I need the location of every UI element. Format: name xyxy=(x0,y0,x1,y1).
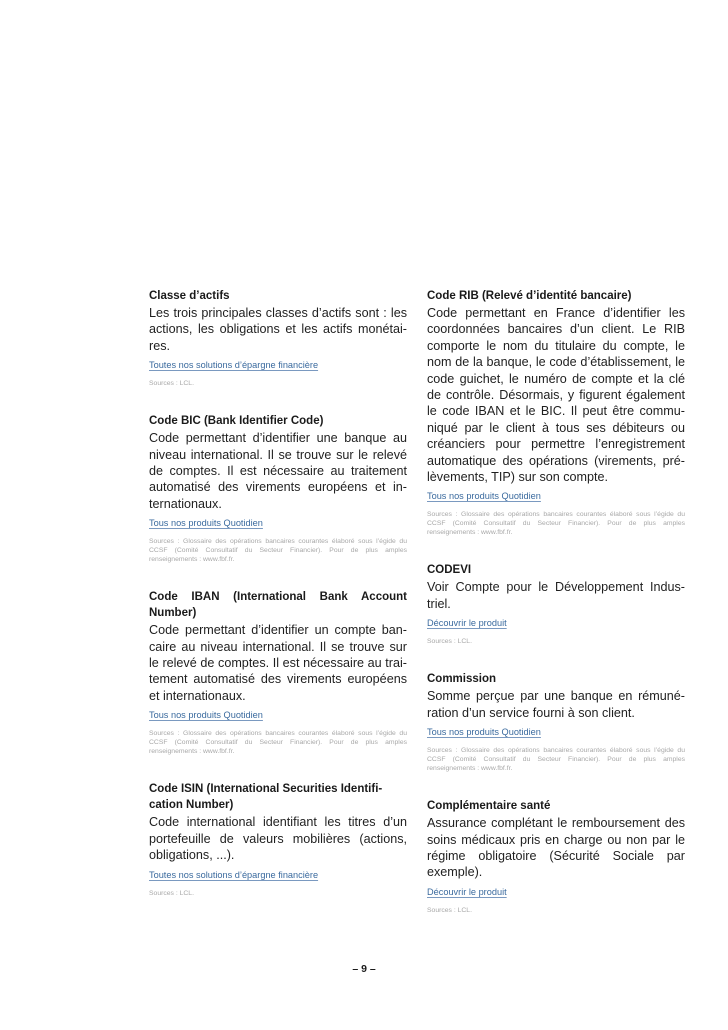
glossary-entry-commission xyxy=(427,671,685,773)
entry-definition: Code permettant d’identifier une banque au niveau international. Il se trouve sur le relevé de comptes. Il est nécessaire au traitement automatisé des virements européens et internationaux. xyxy=(149,431,407,511)
entry-term: Complémentaire santé xyxy=(427,800,551,813)
entry-source: Sources : Glossaire des opérations bancaires courantes élaboré sous l’égide du CCSF (Comité Consultatif du Secteur Financier). Pour de plus amples renseignements : www.fbf.fr. xyxy=(427,511,685,537)
page-number: – 9 – xyxy=(352,963,376,975)
right-column xyxy=(427,288,685,915)
entry-term: Code IBAN (International Bank Account Number) xyxy=(149,591,407,620)
entry-source: Sources : LCL. xyxy=(427,906,472,914)
entry-source: Sources : LCL. xyxy=(149,380,194,388)
entry-term: Commission xyxy=(427,673,497,686)
entry-definition: Voir Compte pour le Développement Industriel. xyxy=(427,580,685,611)
entry-definition: Les trois principales classes d’actifs sont : les actions, les obligations et les actifs monétaires. xyxy=(149,306,407,353)
entry-term: CODEVI xyxy=(427,564,472,577)
entry-link[interactable]: Tous nos produits Quotidien xyxy=(149,710,263,721)
entry-link[interactable]: Toutes nos solutions d’épargne financière xyxy=(149,869,319,880)
glossary-entry-code-isin xyxy=(149,781,407,897)
entry-definition: Code permettant en France d’identifier les coordonnées bancaires d’un client. Le RIB comporte le nom du titulaire du compte, le nom de la banque, le code d’établissement, le code guichet, le numéro de compte et la clé de contrôle. Désormais, y figurent également le code IBAN et le BIC. Il peut être communiqué par le client à tous ses débiteurs ou créanciers pour permettre l’enregistrement automatique des opérations (virements, prélèvements, TIP) sur son compte. xyxy=(427,306,685,485)
entry-term: Code ISIN (International Securities Identification Number) xyxy=(149,783,383,812)
glossary-entry-classe-actifs xyxy=(149,288,407,388)
glossary-entry-code-rib xyxy=(427,288,685,537)
entry-definition: Code international identifiant les titres d’un portefeuille de valeurs mobilières (actions, obligations, ...). xyxy=(149,815,407,863)
entry-link[interactable]: Tous nos produits Quotidien xyxy=(427,491,541,502)
glossary-entry-code-iban xyxy=(149,589,407,756)
entry-source: Sources : Glossaire des opérations bancaires courantes élaboré sous l’égide du CCSF (Comité Consultatif du Secteur Financier). Pour de plus amples renseignements : www.fbf.fr. xyxy=(149,730,407,756)
entry-source: Sources : Glossaire des opérations bancaires courantes élaboré sous l’égide du CCSF (Comité Consultatif du Secteur Financier). Pour de plus amples renseignements : www.fbf.fr. xyxy=(149,538,407,564)
entry-term: Classe d’actifs xyxy=(149,290,230,302)
entry-link[interactable]: Découvrir le produit xyxy=(427,886,507,897)
left-column xyxy=(149,288,407,898)
glossary-entry-complementaire-sante xyxy=(427,798,685,915)
entry-link[interactable]: Tous nos produits Quotidien xyxy=(427,727,541,738)
entry-link[interactable]: Toutes nos solutions d’épargne financière xyxy=(149,360,319,371)
entry-term: Code BIC (Bank Identifier Code) xyxy=(149,415,324,428)
entry-link[interactable]: Tous nos produits Quotidien xyxy=(149,518,263,529)
entry-link[interactable]: Découvrir le produit xyxy=(427,618,507,629)
entry-term: Code RIB (Relevé d’identité bancaire) xyxy=(427,290,632,302)
entry-source: Sources : LCL. xyxy=(427,638,472,646)
entry-source: Sources : LCL. xyxy=(149,889,194,897)
entry-definition: Assurance complétant le remboursement des soins médicaux pris en charge ou non par le régime obligatoire (Sécurité Sociale par exemple). xyxy=(427,816,685,880)
glossary-entry-codevi xyxy=(427,562,685,646)
entry-source: Sources : Glossaire des opérations bancaires courantes élaboré sous l’égide du CCSF (Comité Consultatif du Secteur Financier). Pour de plus amples renseignements : www.fbf.fr. xyxy=(427,747,685,773)
glossary-entry-code-bic xyxy=(149,413,407,564)
entry-definition: Code permettant d’identifier un compte bancaire au niveau international. Il se trouve sur le relevé de comptes. Il est nécessaire au traitement automatisé des virements européens et internationaux. xyxy=(149,623,407,703)
entry-definition: Somme perçue par une banque en rémunération d’un service fourni à son client. xyxy=(427,689,685,720)
